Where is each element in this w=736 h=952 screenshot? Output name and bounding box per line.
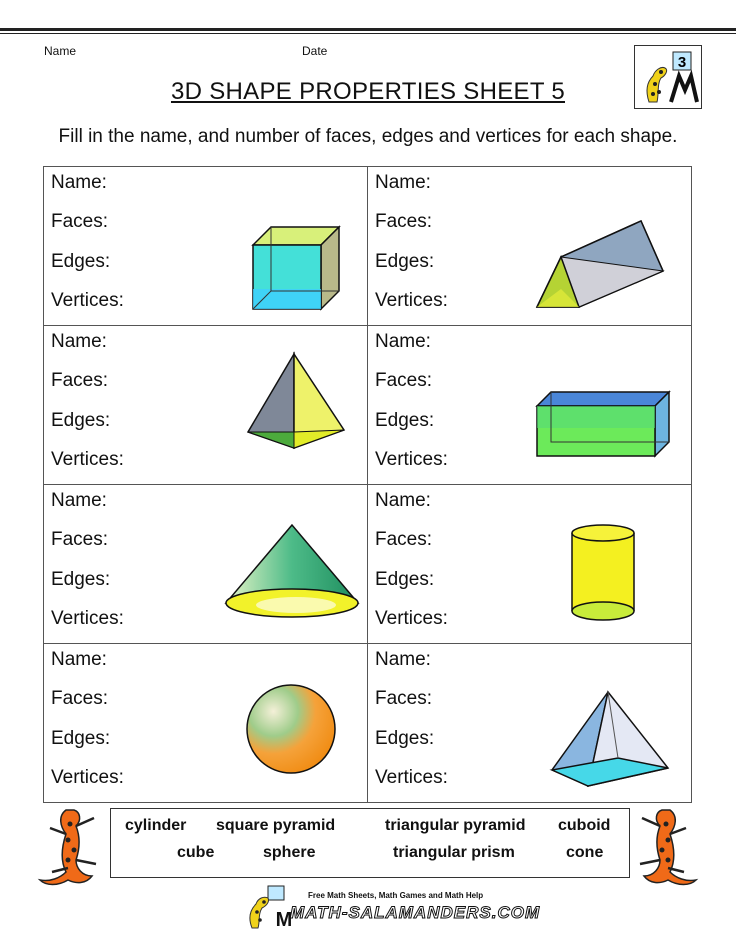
shape-cell [44,326,368,485]
faces-field-label: Faces: [51,370,109,391]
name-field-label: Name: [51,331,107,352]
name-field-label: Name: [51,649,107,670]
name-field-label: Name: [375,649,431,670]
vertices-field-label: Vertices: [51,449,124,470]
shape-cell [368,485,692,644]
edges-field-label: Edges: [51,251,111,272]
vertices-field-label: Vertices: [51,608,124,629]
triangular-prism-icon [533,217,668,312]
footer-logo[interactable]: MATH-SALAMANDERS.COM [290,903,541,922]
shape-cell [44,644,368,803]
grade-number: 3 [677,54,687,71]
word-bank-item: square pyramid [216,817,336,834]
top-rule [0,28,736,31]
edges-field-label: Edges: [375,251,435,272]
vertices-field-label: Vertices: [51,767,124,788]
faces-field-label: Faces: [51,688,109,709]
sphere-icon [244,682,339,777]
word-bank-item: cone [566,844,604,861]
top-rule-thin [0,33,736,34]
edges-field-label: Edges: [375,569,435,590]
vertices-field-label: Vertices: [375,449,448,470]
date-label: Date [302,44,328,58]
name-field-label: Name: [375,172,431,193]
page-title: 3D SHAPE PROPERTIES SHEET 5 [170,78,565,105]
name-field-label: Name: [51,172,107,193]
name-field-label: Name: [51,490,107,511]
name-field-label: Name: [375,490,431,511]
shape-cell [44,485,368,644]
triangular-pyramid-icon [548,688,673,792]
word-bank-item: sphere [263,844,316,861]
vertices-field-label: Vertices: [51,290,124,311]
cube-icon [249,223,344,313]
shape-cell [368,326,692,485]
faces-field-label: Faces: [375,688,433,709]
faces-field-label: Faces: [51,211,109,232]
word-bank-item: cuboid [558,817,611,834]
cuboid-icon [533,390,673,462]
name-field-label: Name: [375,331,431,352]
cone-icon [222,521,362,621]
edges-field-label: Edges: [375,728,435,749]
cylinder-icon [568,523,638,623]
instructions: Fill in the name, and number of faces, edges and vertices for each shape. [58,126,678,147]
edges-field-label: Edges: [51,728,111,749]
faces-field-label: Faces: [375,370,433,391]
salamander-right-icon [630,806,700,888]
shape-cell [44,167,368,326]
shape-cell [368,644,692,803]
word-bank-item: cylinder [125,817,187,834]
faces-field-label: Faces: [375,211,433,232]
edges-field-label: Edges: [51,410,111,431]
faces-field-label: Faces: [51,529,109,550]
vertices-field-label: Vertices: [375,767,448,788]
vertices-field-label: Vertices: [375,290,448,311]
word-bank [110,808,630,878]
footer-tagline: Free Math Sheets, Math Games and Math Help [308,891,484,900]
shape-cell [368,167,692,326]
word-bank-item: triangular prism [393,844,515,861]
footer-logo-letter: M [275,909,293,931]
name-label: Name [44,44,77,58]
word-bank-item: triangular pyramid [385,817,526,834]
edges-field-label: Edges: [375,410,435,431]
shape-grid [43,166,692,803]
edges-field-label: Edges: [51,569,111,590]
salamander-left-icon [36,806,106,888]
faces-field-label: Faces: [375,529,433,550]
vertices-field-label: Vertices: [375,608,448,629]
word-bank-item: cube [177,844,215,861]
square-pyramid-icon [244,350,349,452]
